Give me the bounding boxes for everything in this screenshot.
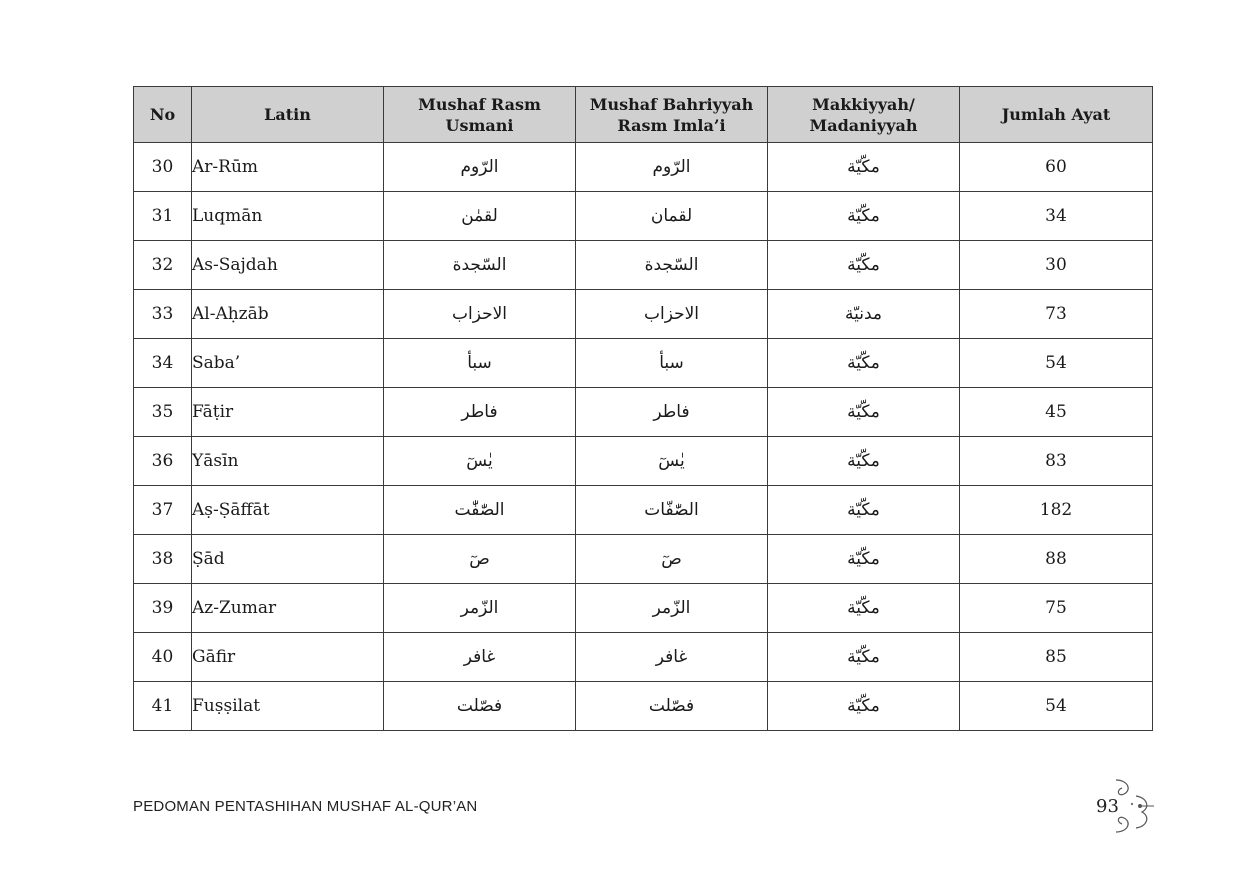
header-usmani-line1: Mushaf Rasm <box>418 94 541 114</box>
imlai-cell: الصّٰفّات <box>576 486 768 535</box>
usmani-cell: فصّلت <box>384 682 576 731</box>
page-number: 93 <box>1096 796 1119 817</box>
makki-madani-cell: مكّيّة <box>768 388 960 437</box>
footer-title: PEDOMAN PENTASHIHAN MUSHAF AL-QUR’AN <box>133 798 478 815</box>
makki-madani-cell: مكّيّة <box>768 192 960 241</box>
no-cell: 35 <box>134 388 192 437</box>
usmani-cell: لقمٰن <box>384 192 576 241</box>
no-cell: 36 <box>134 437 192 486</box>
usmani-cell: غافر <box>384 633 576 682</box>
header-ayat: Jumlah Ayat <box>960 87 1153 143</box>
no-cell: 32 <box>134 241 192 290</box>
ayat-count-cell: 30 <box>960 241 1153 290</box>
imlai-cell: الاحزاب <box>576 290 768 339</box>
header-makki <box>768 87 960 143</box>
ayat-count-cell: 75 <box>960 584 1153 633</box>
usmani-cell: الزّمر <box>384 584 576 633</box>
latin-cell: Luqmān <box>192 192 384 241</box>
makki-madani-cell: مكّيّة <box>768 437 960 486</box>
imlai-cell: الزّمر <box>576 584 768 633</box>
header-imlai-line2: Rasm Imla’i <box>617 115 726 135</box>
latin-cell: Ṣād <box>192 535 384 584</box>
no-cell: 38 <box>134 535 192 584</box>
no-cell: 30 <box>134 143 192 192</box>
latin-cell: Saba’ <box>192 339 384 388</box>
header-imlai <box>576 87 768 143</box>
makki-madani-cell: مكّيّة <box>768 584 960 633</box>
latin-cell: Az-Zumar <box>192 584 384 633</box>
no-cell: 40 <box>134 633 192 682</box>
imlai-cell: فصّلت <box>576 682 768 731</box>
usmani-cell: سبأ <box>384 339 576 388</box>
usmani-cell: صٓ <box>384 535 576 584</box>
table-row <box>134 241 1153 290</box>
latin-cell: Al-Aḥzāb <box>192 290 384 339</box>
header-imlai-line1: Mushaf Bahriyyah <box>589 94 754 114</box>
makki-madani-cell: مدنيّة <box>768 290 960 339</box>
usmani-cell: يٰسٓ <box>384 437 576 486</box>
imlai-cell: يٰسٓ <box>576 437 768 486</box>
ayat-count-cell: 54 <box>960 339 1153 388</box>
table-row <box>134 290 1153 339</box>
ayat-count-cell: 73 <box>960 290 1153 339</box>
makki-madani-cell: مكّيّة <box>768 633 960 682</box>
table-row <box>134 633 1153 682</box>
makki-madani-cell: مكّيّة <box>768 486 960 535</box>
header-latin: Latin <box>192 87 384 143</box>
latin-cell: Gāfir <box>192 633 384 682</box>
ayat-count-cell: 60 <box>960 143 1153 192</box>
ayat-count-cell: 83 <box>960 437 1153 486</box>
surah-table <box>133 86 1153 731</box>
table-row <box>134 339 1153 388</box>
table-row <box>134 192 1153 241</box>
usmani-cell: الرّوم <box>384 143 576 192</box>
header-no: No <box>134 87 192 143</box>
table-row <box>134 143 1153 192</box>
table-row <box>134 437 1153 486</box>
table-row <box>134 486 1153 535</box>
ayat-count-cell: 85 <box>960 633 1153 682</box>
usmani-cell: الاحزاب <box>384 290 576 339</box>
imlai-cell: فاطر <box>576 388 768 437</box>
no-cell: 37 <box>134 486 192 535</box>
imlai-cell: صٓ <box>576 535 768 584</box>
ayat-count-cell: 45 <box>960 388 1153 437</box>
table-row <box>134 584 1153 633</box>
makki-madani-cell: مكّيّة <box>768 241 960 290</box>
ayat-count-cell: 182 <box>960 486 1153 535</box>
table-row <box>134 388 1153 437</box>
table-row <box>134 535 1153 584</box>
no-cell: 39 <box>134 584 192 633</box>
no-cell: 31 <box>134 192 192 241</box>
header-makki-line1: Makkiyyah/ <box>812 94 915 114</box>
ayat-count-cell: 34 <box>960 192 1153 241</box>
no-cell: 34 <box>134 339 192 388</box>
imlai-cell: غافر <box>576 633 768 682</box>
latin-cell: As-Sajdah <box>192 241 384 290</box>
imlai-cell: الرّوم <box>576 143 768 192</box>
makki-madani-cell: مكّيّة <box>768 535 960 584</box>
imlai-cell: السّجدة <box>576 241 768 290</box>
header-row <box>134 87 1153 143</box>
ayat-count-cell: 88 <box>960 535 1153 584</box>
no-cell: 33 <box>134 290 192 339</box>
usmani-cell: الصّٰفّٰت <box>384 486 576 535</box>
latin-cell: Aṣ-Ṣāffāt <box>192 486 384 535</box>
makki-madani-cell: مكّيّة <box>768 682 960 731</box>
latin-cell: Fāṭir <box>192 388 384 437</box>
imlai-cell: سبأ <box>576 339 768 388</box>
makki-madani-cell: مكّيّة <box>768 339 960 388</box>
table-row <box>134 682 1153 731</box>
makki-madani-cell: مكّيّة <box>768 143 960 192</box>
ayat-count-cell: 54 <box>960 682 1153 731</box>
usmani-cell: فاطر <box>384 388 576 437</box>
header-usmani-line2: Usmani <box>445 115 514 135</box>
header-usmani <box>384 87 576 143</box>
no-cell: 41 <box>134 682 192 731</box>
imlai-cell: لقمان <box>576 192 768 241</box>
table-body <box>134 143 1153 731</box>
latin-cell: Ar-Rūm <box>192 143 384 192</box>
header-makki-line2: Madaniyyah <box>809 115 918 135</box>
latin-cell: Yāsīn <box>192 437 384 486</box>
usmani-cell: السّجدة <box>384 241 576 290</box>
latin-cell: Fuṣṣilat <box>192 682 384 731</box>
